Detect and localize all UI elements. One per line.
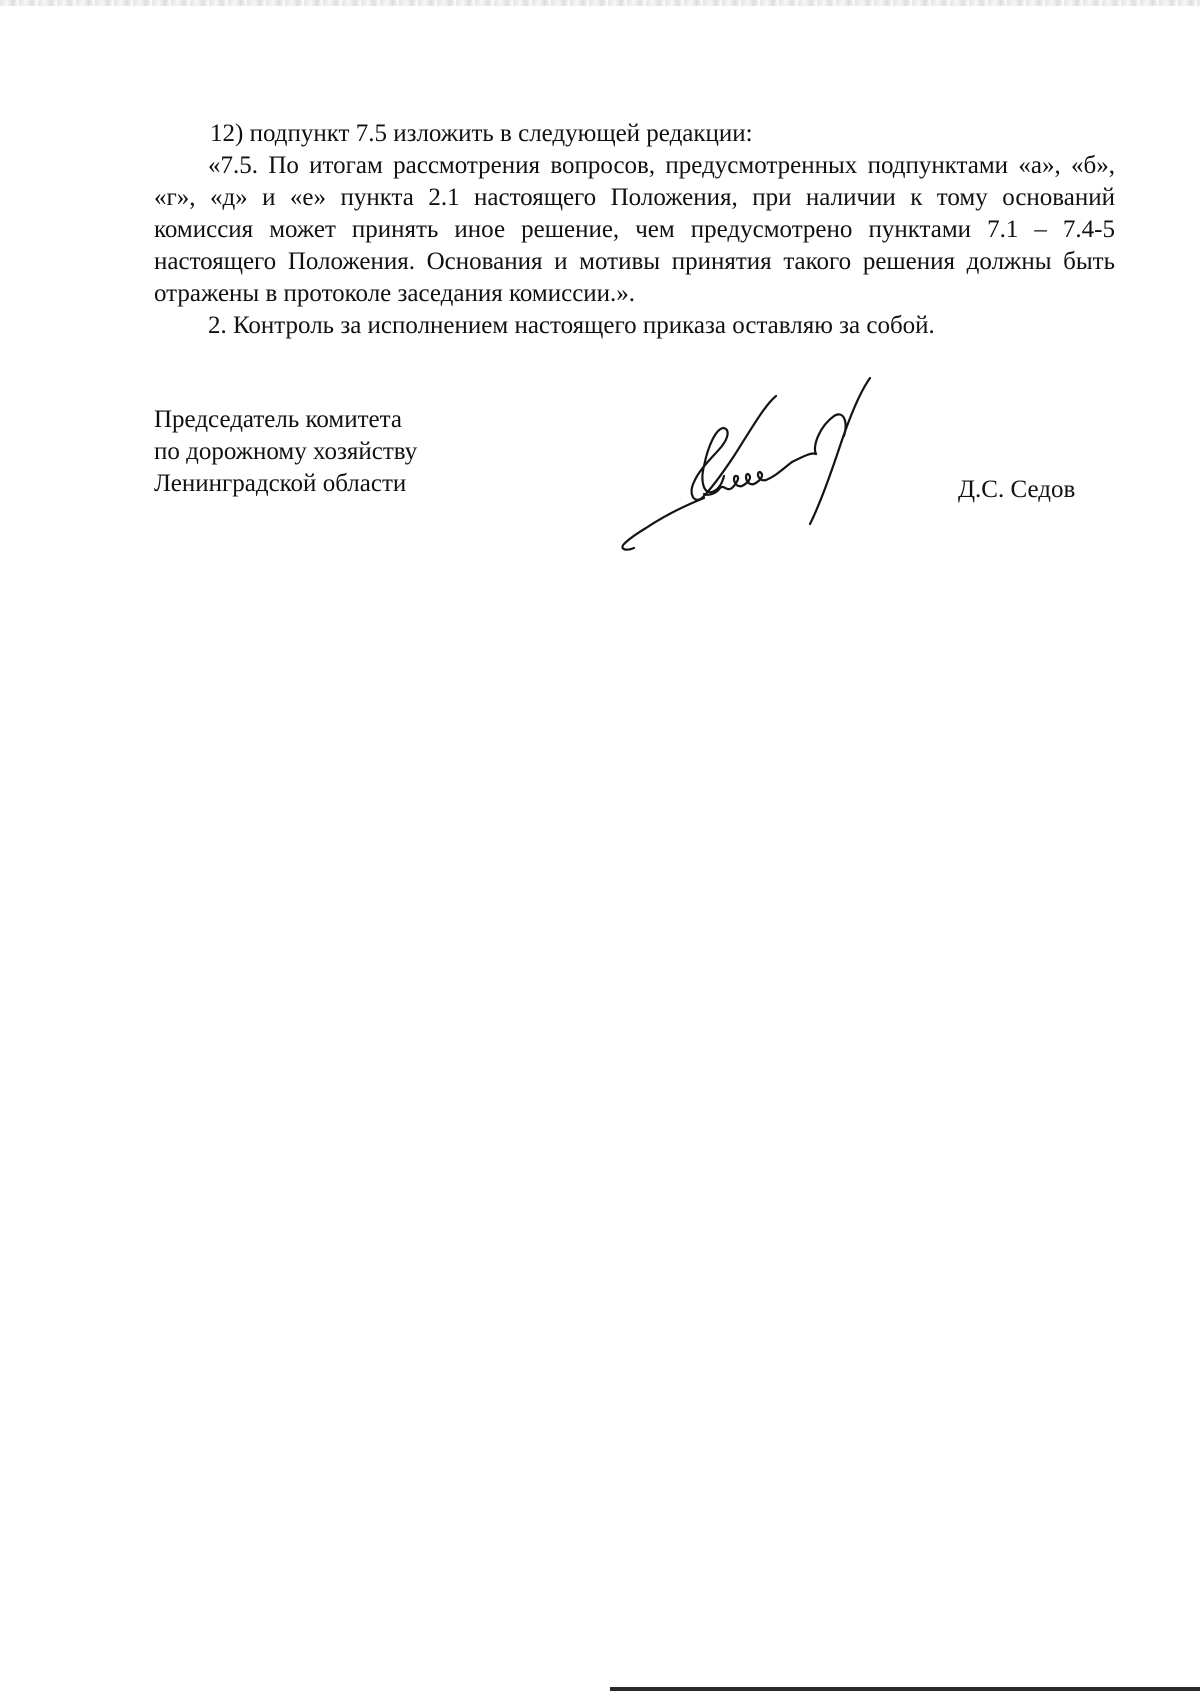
handwritten-signature [554,376,1014,576]
signer-position [154,404,417,500]
signer-name: Д.С. Седов [958,476,1076,503]
scan-top-edge [0,0,1200,6]
signer-position-line: Ленинградской области [154,470,407,497]
signature-block [154,404,1115,584]
signer-position-line: по дорожному хозяйству [154,438,418,465]
scan-bottom-edge [610,1687,1200,1691]
signer-position-line: Председатель комитета [154,406,402,433]
paragraph-control-clause: 2. Контроль за исполнением настоящего приказа оставляю за собой. [208,312,935,339]
paragraph-item-7-5-text: «7.5. По итогам рассмотрения вопросов, предусмотренных подпунктами «а», «б», «г», «д» и «е» пункта 2.1 настоящего Положения, при наличии к тому оснований комиссия может принять иное решение, чем предусмотрено пунктами 7.1 – 7.4-5 настоящего Положения. Основания и мотивы принятия такого решения должны быть отражены в протоколе заседания комиссии.». [154,152,1115,307]
paragraph-item-12: 12) подпункт 7.5 изложить в следующей редакции: [210,120,753,147]
document-body [154,118,1115,342]
